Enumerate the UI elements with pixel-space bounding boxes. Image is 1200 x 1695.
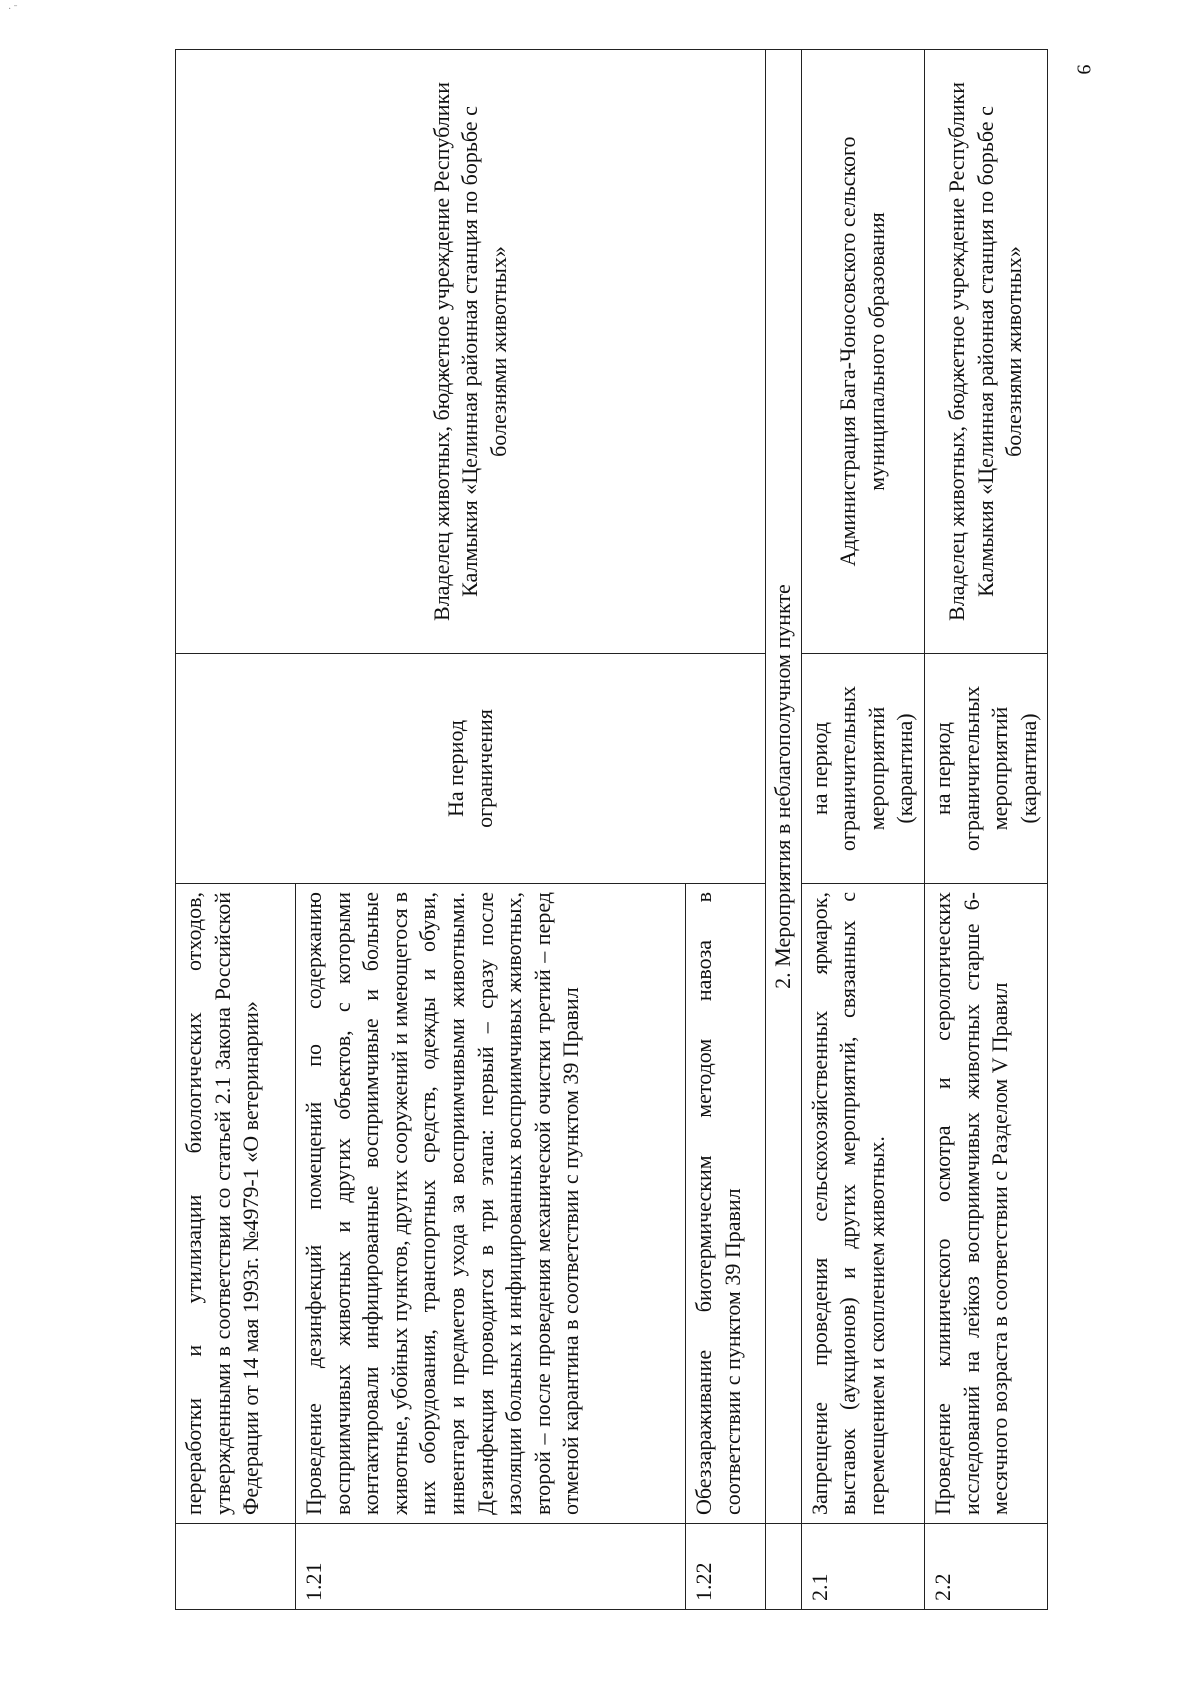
responsible-cell: Владелец животных, бюджетное учреждение Республики Калмыкия «Целинная районная станция по борьбе с болезнями животных» — [176, 50, 766, 654]
row-number: 2.2 — [924, 1524, 1047, 1610]
section-header-row — [766, 50, 802, 1610]
rotated-table-container — [175, 50, 1041, 1610]
measure-text: Запрещение проведения сельскохозяйственных ярмарок, выставок (аукционов) и других мероприятий, связанных с перемещением и скоплением животных. — [801, 884, 924, 1524]
measures-table — [175, 49, 1048, 1610]
table-row — [924, 50, 1047, 1610]
period-cell: на период ограничительных мероприятий (карантина) — [924, 654, 1047, 884]
scan-marks: · ˉ — [8, 4, 18, 15]
measure-text: Обеззараживание биотермическим методом навоза в соответствии с пунктом 39 Правил — [686, 884, 766, 1524]
row-number — [176, 1524, 296, 1610]
table-row — [176, 50, 296, 1610]
page-number: 9 — [1072, 64, 1095, 75]
responsible-cell: Администрация Бага-Чоносовского сельского муниципального образования — [801, 50, 924, 654]
row-number: 1.22 — [686, 1524, 766, 1610]
period-cell: На период ограничения — [176, 654, 766, 884]
measure-text: Проведение дезинфекций помещений по содержанию восприимчивых животных и других объектов, с которыми контактировали инфицированные восприимчивые и больные животные, убойных пунктов, других сооружений и имеющегося в них оборудования, транспортных средств, одежды и обуви, инвентаря и предметов ухода за восприимчивыми животными. Дезинфекция проводится в три этапа: первый – сразу после изоляции больных и инфицированных восприимчивых животных, второй – после проведения механической очистки третий – перед отменой карантина в соответствии с пунктом 39 Правил — [296, 884, 686, 1524]
responsible-cell: Владелец животных, бюджетное учреждение Республики Калмыкия «Целинная районная станция по борьбе с болезнями животных» — [924, 50, 1047, 654]
measure-text: Проведение клинического осмотра и серологических исследований на лейкоз восприимчивых животных старше 6-месячного возраста в соответствии с Разделом V Правил — [924, 884, 1047, 1524]
table-row — [801, 50, 924, 1610]
section-number-cell — [766, 1524, 802, 1610]
row-number: 2.1 — [801, 1524, 924, 1610]
period-cell: на период ограничительных мероприятий (карантина) — [801, 654, 924, 884]
row-number: 1.21 — [296, 1524, 686, 1610]
section-title: 2. Мероприятия в неблагополучном пункте — [766, 50, 802, 1524]
measure-text: переработки и утилизации биологических отходов, утвержденными в соответствии со статьей 2.1 Закона Российской Федерации от 14 мая 1993г. №4979-1 «О ветеринарии» — [176, 884, 296, 1524]
